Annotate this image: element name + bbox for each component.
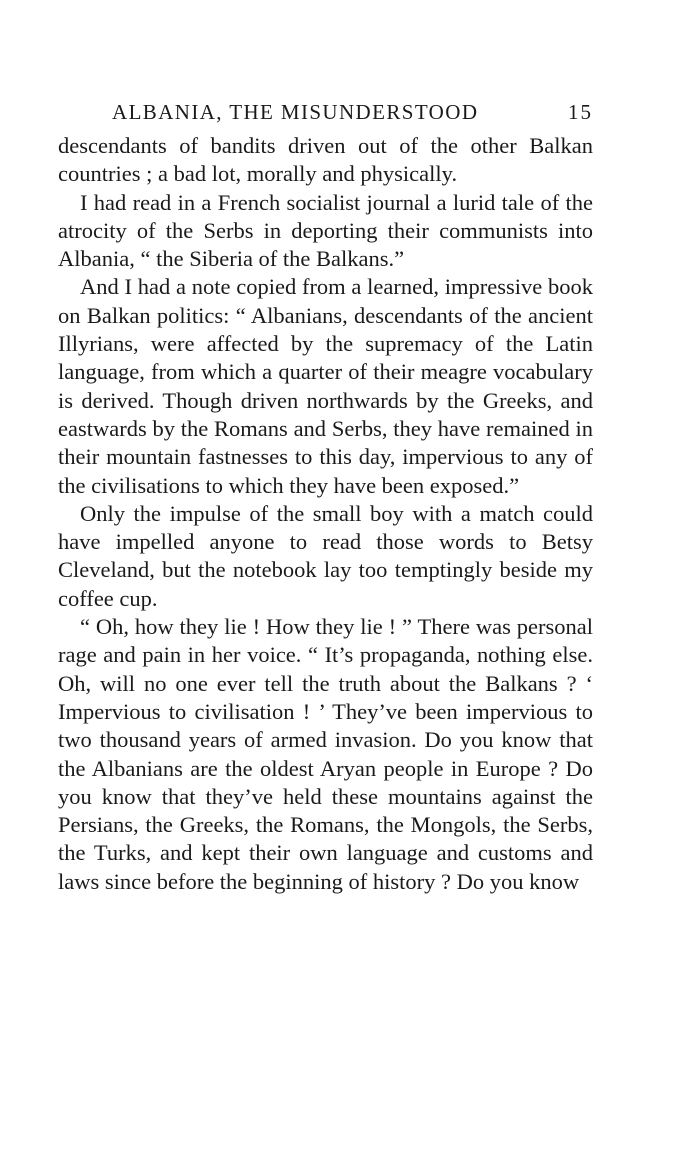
- body-text: [58, 132, 593, 896]
- paragraph: “ Oh, how they lie ! How they lie ! ” There was personal rage and pain in her voice. “ It’s propaganda, nothing else. Oh, will no one ever tell the truth about the Balkans ? ‘ Impervious to civilisation ! ’ They’ve been impervious to two thousand years of armed invasion. Do you know that the Albanians are the oldest Aryan people in Europe ? Do you know that they’ve held these mountains against the Persians, the Greeks, the Romans, the Mongols, the Serbs, the Turks, and kept their own language and customs and laws since before the beginning of history ? Do you know: [58, 614, 593, 894]
- paragraph: And I had a note copied from a learned, impressive book on Balkan politics: “ Albanians, descendants of the ancient Illyrians, were affected by the supremacy of the Latin language, from which a quarter of their meagre vocabulary is derived. Though driven northwards by the Greeks, and eastwards by the Romans and Serbs, they have remained in their mountain fastnesses to this day, impervious to any of the civilisations to which they have been exposed.”: [58, 274, 593, 498]
- paragraph: I had read in a French socialist journal a lurid tale of the atrocity of the Serbs in deporting their communists into Albania, “ the Siberia of the Balkans.”: [58, 189, 593, 272]
- book-page: [58, 92, 593, 896]
- page-number: 15: [568, 100, 593, 124]
- paragraph: Only the impulse of the small boy with a match could have impelled anyone to read those words to Betsy Cleveland, but the notebook lay too temptingly beside my coffee cup.: [58, 500, 593, 611]
- running-head: [58, 92, 593, 132]
- running-title: ALBANIA, THE MISUNDERSTOOD: [112, 100, 479, 124]
- paragraph-continuation: descendants of bandits driven out of the other Balkan countries ; a bad lot, morally and physically.: [58, 133, 593, 187]
